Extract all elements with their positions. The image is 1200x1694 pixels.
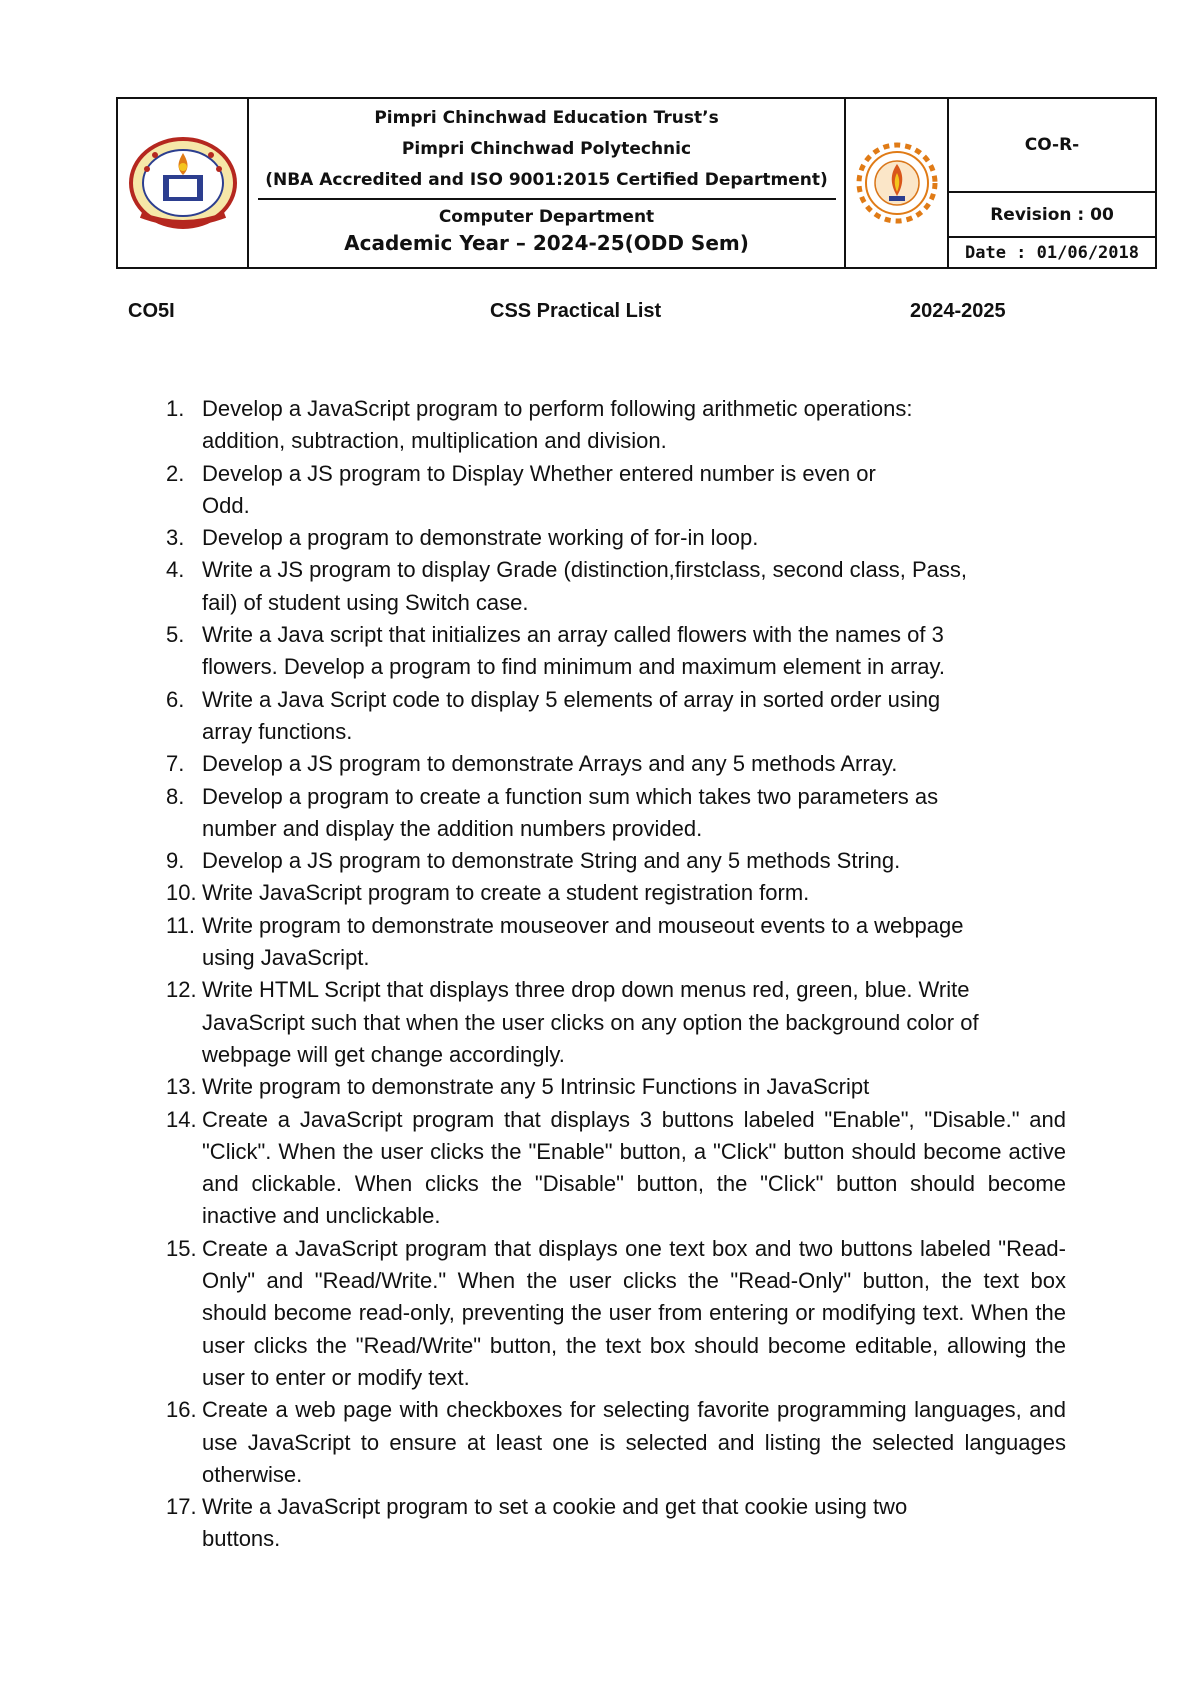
- practical-item: [166, 393, 1066, 458]
- practical-text-line: buttons.: [202, 1526, 281, 1552]
- left-logo-cell: [118, 99, 249, 267]
- practical-item: [166, 845, 1066, 877]
- practical-number: 6.: [166, 686, 185, 712]
- practical-text-line: Write program to demonstrate any 5 Intrinsic Functions in JavaScript: [202, 1074, 870, 1100]
- practical-number: 3.: [166, 525, 185, 551]
- accreditation-text: (NBA Accredited and ISO 9001:2015 Certified Department): [265, 170, 828, 190]
- practical-number: 4.: [166, 557, 185, 583]
- practical-text: Create a JavaScript program that displays 3 buttons labeled "Enable", "Disable." and "Click". When the user clicks the "Enable" button, a "Click" button should become active and clickable. When clicks the "Disable" button, the "Click" button should become inactive and unclickable.: [202, 1106, 1066, 1229]
- practical-text-line: JavaScript such that when the user clicks on any option the background color of: [202, 1009, 979, 1035]
- practical-item: [166, 554, 1066, 619]
- practical-number: 10.: [166, 880, 197, 906]
- practical-item: [166, 1491, 1066, 1556]
- practical-number: 9.: [166, 848, 185, 874]
- practical-item: [166, 1071, 1066, 1103]
- department-name: Computer Department: [438, 207, 655, 227]
- practical-item: [166, 748, 1066, 780]
- practical-list: [166, 393, 1066, 1556]
- practical-number: 12.: [166, 977, 197, 1003]
- document-code: CO-R-: [949, 99, 1155, 193]
- practical-item: [166, 781, 1066, 846]
- class-code: CO5I: [128, 300, 175, 322]
- practical-text-line: Write a Java script that initializes an array called flowers with the names of 3: [202, 622, 944, 648]
- right-logo-cell: [846, 99, 949, 267]
- practical-text-line: Write a JS program to display Grade (distinction,firstclass, second class, Pass,: [202, 557, 967, 583]
- practical-item: [166, 910, 1066, 975]
- practical-number: 2.: [166, 460, 185, 486]
- practical-text-line: using JavaScript.: [202, 945, 370, 971]
- practical-text-line: webpage will get change accordingly.: [202, 1041, 565, 1067]
- practical-number: 11.: [166, 912, 195, 938]
- practical-text-line: Develop a JS program to demonstrate Arrays and any 5 methods Array.: [202, 751, 898, 777]
- institute-name: Pimpri Chinchwad Polytechnic: [401, 139, 692, 159]
- polytechnic-gear-logo-icon: [854, 140, 940, 226]
- practical-text-line: addition, subtraction, multiplication and division.: [202, 428, 667, 454]
- practical-number: 16.: [166, 1397, 197, 1423]
- practical-number: 8.: [166, 783, 185, 809]
- practical-item: [166, 458, 1066, 523]
- practical-number: 13.: [166, 1074, 197, 1100]
- practical-text-line: Write program to demonstrate mouseover and mouseout events to a webpage: [202, 912, 964, 938]
- practical-number: 5.: [166, 622, 185, 648]
- document-meta-cell: [949, 99, 1155, 267]
- list-title: CSS Practical List: [490, 300, 662, 322]
- practical-text-line: Develop a JS program to Display Whether entered number is even or: [202, 460, 876, 486]
- institute-info-cell: [249, 99, 846, 267]
- practical-item: [166, 974, 1066, 1071]
- practical-item: [166, 619, 1066, 684]
- practical-text-line: Write HTML Script that displays three drop down menus red, green, blue. Write: [202, 977, 970, 1003]
- practical-number: 14.: [166, 1106, 197, 1132]
- practical-number: 17.: [166, 1494, 197, 1520]
- practical-text-line: flowers. Develop a program to find minimum and maximum element in array.: [202, 654, 945, 680]
- practical-text-line: Develop a program to create a function sum which takes two parameters as: [202, 783, 939, 809]
- practical-text: Create a JavaScript program that displays one text box and two buttons labeled "Read-Only" and "Read/Write." When the user clicks the "Read-Only" button, the text box should become read-only, preventing the user from entering or modifying text. When the user clicks the "Read/Write" button, the text box should become editable, allowing the user to enter or modify text.: [202, 1235, 1066, 1390]
- practical-item: [166, 1394, 1066, 1491]
- practical-text-line: array functions.: [202, 718, 353, 744]
- practical-item: [166, 877, 1066, 909]
- practical-number: 15.: [166, 1235, 197, 1261]
- practical-text-line: Develop a program to demonstrate working of for-in loop.: [202, 525, 759, 551]
- practical-text-line: Develop a JS program to demonstrate String and any 5 methods String.: [202, 848, 901, 874]
- practical-number: 7.: [166, 751, 185, 777]
- document-date: Date : 01/06/2018: [965, 242, 1139, 263]
- institute-emblem-icon: [127, 135, 239, 231]
- header-table: [116, 97, 1157, 269]
- practical-text-line: Write a JavaScript program to set a cookie and get that cookie using two: [202, 1494, 908, 1520]
- practical-text-line: Odd.: [202, 492, 250, 518]
- practical-item: [166, 1233, 1066, 1394]
- practical-item: [166, 1104, 1066, 1233]
- header-divider: [258, 198, 836, 200]
- academic-year: Academic Year – 2024-25(ODD Sem): [344, 231, 749, 255]
- practical-text-line: number and display the addition numbers provided.: [202, 815, 703, 841]
- practical-text-line: Write a Java Script code to display 5 elements of array in sorted order using: [202, 686, 941, 712]
- practical-text-line: Write JavaScript program to create a student registration form.: [202, 880, 810, 906]
- revision-number: Revision : 00: [949, 193, 1155, 238]
- practical-number: 1.: [166, 396, 185, 421]
- practical-item: [166, 522, 1066, 554]
- practical-text-line: Develop a JavaScript program to perform following arithmetic operations:: [202, 396, 913, 421]
- practical-item: [166, 684, 1066, 749]
- practical-text: Create a web page with checkboxes for selecting favorite programming languages, and use JavaScript to ensure at least one is selected and listing the selected languages otherwise.: [202, 1397, 1066, 1487]
- trust-name: Pimpri Chinchwad Education Trust’s: [374, 108, 719, 128]
- academic-years: 2024-2025: [910, 300, 1006, 322]
- practical-text-line: fail) of student using Switch case.: [202, 589, 529, 615]
